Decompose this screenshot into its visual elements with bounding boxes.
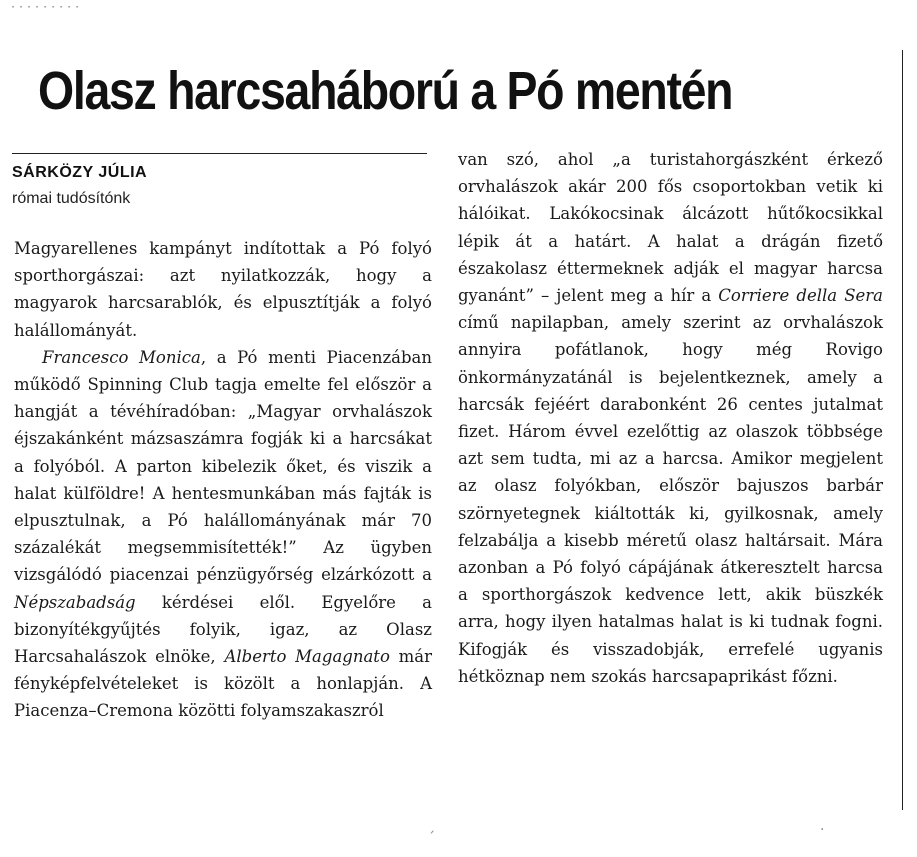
article-column-left: [14, 235, 432, 725]
scan-mark: ˏ: [428, 818, 435, 834]
body-paragraph-2: [458, 146, 883, 690]
person-name: Francesco Monica: [42, 347, 201, 367]
article-column-right: [458, 146, 883, 690]
byline-role: római tudósítónk: [12, 190, 131, 207]
column-edge-rule: [902, 50, 903, 810]
newspaper-name: Corriere della Sera: [718, 286, 883, 306]
byline-rule: [12, 153, 427, 154]
body-text: már fényképfelvételeket is közölt a honlapján. A Piacenza–Cremona közötti folyamszakaszról: [14, 647, 432, 721]
body-text: kérdései elől. Egyelőre a bizonyítékgyűjtés folyik, igaz, az Olasz Harcsahalászok elnöke,: [14, 592, 432, 667]
scan-mark: ·: [820, 822, 825, 838]
headline: Olasz harcsaháború a Pó mentén: [38, 61, 733, 121]
body-paragraph-1: [14, 344, 432, 725]
body-text: van szó, ahol „a turistahorgászként érkező orvhalászok akár 200 fős csoportokban vetik ki hálóikat. Lakókocsinak álcázott hűtőkocsikkal lépik át a határt. A halat a drágán fizető északolasz éttermeknek adják el magyar harcsa gyanánt” – jelent meg a hír a: [458, 150, 883, 306]
person-name: Alberto Magagnato: [224, 647, 390, 667]
body-text: című napilapban, amely szerint az orvhalászok annyira pofátlanok, hogy még Rovigo önkormányzatánál is bejelentkeznek, amely a harcsák fejéért darabonként 26 centes jutalmat fizet. Három évvel ezelőttig az olaszok többsége azt sem tudta, mi az a harcsa. Amikor megjelent az olasz folyókban, először bajuszos barbár szörnyetegnek kiáltották ki, gyilkosnak, amely felzabálja a kisebb méretű olasz haltársait. Mára azonban a Pó folyó cápájának átkeresztelt harcsa a sporthorgászok kedvence lett, akik büszkék arra, hogy ilyen hatalmas halat is ki tudnak fogni. Kifogják és visszadobják, errefelé ugyanis hétköznap nem szokás harcsapaprikást főzni.: [458, 313, 883, 686]
body-text: , a Pó menti Piacenzában működő Spinning Club tagja emelte fel először a hangját a tévéhíradóban: „Magyar orvhalászok éjszakánként mázsaszámra fogják ki a harcsákat a folyóból. A parton kibelezik őket, és viszik a halat külföldre! A hentesmunkában más fajták is elpusztulnak, a Pó halállományának már 70 százalékát megsemmisítették!” Az ügyben vizsgálódó piacenzai pénzügyőrség elzárkózott a: [14, 347, 433, 585]
lead-paragraph: Magyarellenes kampányt indítottak a Pó folyó sporthorgászai: azt nyilatkozzák, hogy a magyarok harcsarablók, és elpusztítják a folyó halállományát.: [14, 239, 432, 340]
scan-specks: ·········: [10, 2, 83, 13]
byline-author: SÁRKÖZY JÚLIA: [12, 164, 148, 181]
newspaper-name: Népszabadság: [14, 592, 136, 612]
